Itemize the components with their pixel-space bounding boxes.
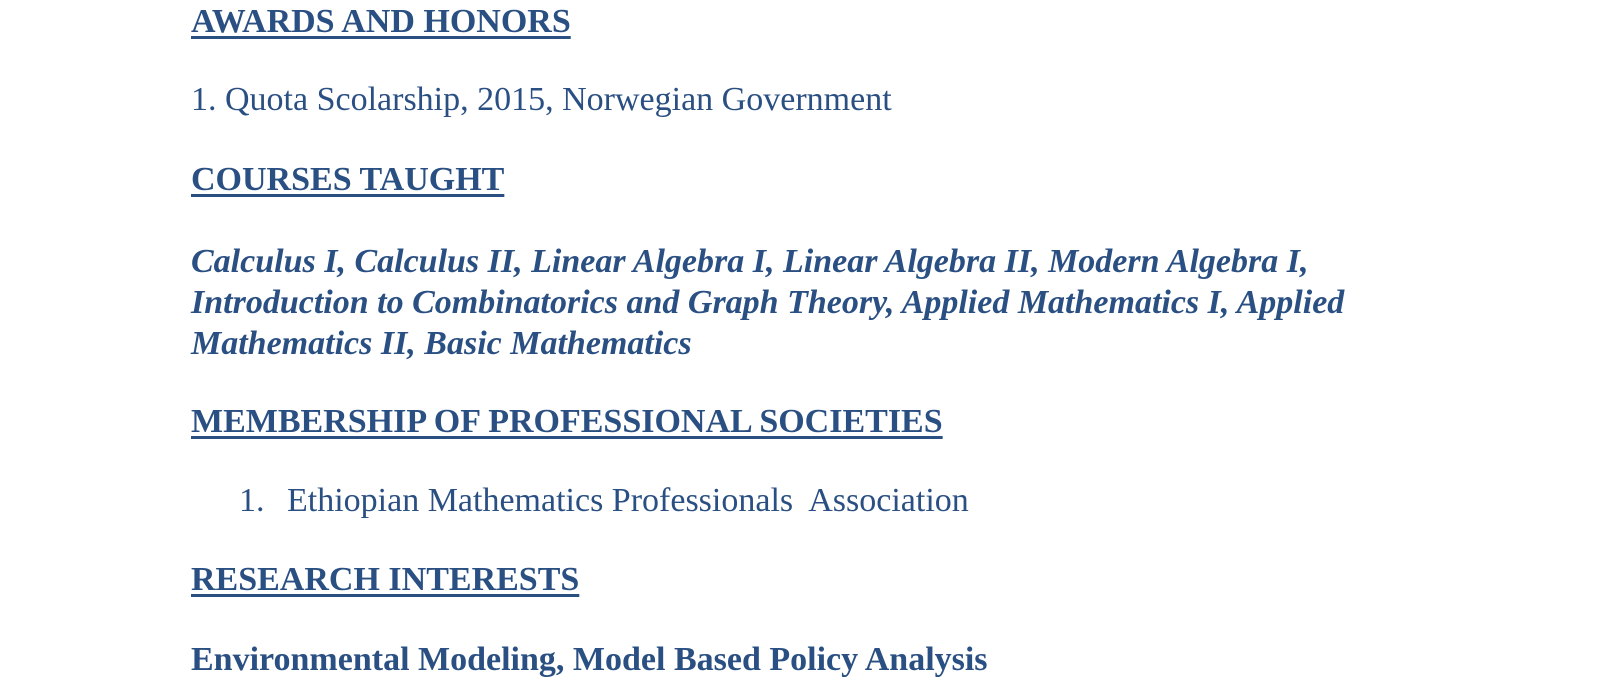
list-item-number: 1. [239, 482, 265, 519]
research-heading: RESEARCH INTERESTS [191, 561, 580, 598]
membership-list [191, 481, 969, 521]
courses-list-text: Calculus I, Calculus II, Linear Algebra I, Linear Algebra II, Modern Algebra I, Introduction to Combinatorics and Graph Theory, Applied Mathematics I, Applied Mathematics II, Basic Mathematics [191, 243, 1345, 362]
membership-heading: MEMBERSHIP OF PROFESSIONAL SOCIETIES [191, 403, 943, 440]
awards-heading: AWARDS AND HONORS [191, 3, 571, 40]
award-item: 1. Quota Scolarship, 2015, Norwegian Government [191, 81, 892, 118]
courses-heading: COURSES TAUGHT [191, 161, 505, 198]
research-interests-text: Environmental Modeling, Model Based Policy Analysis [191, 641, 988, 678]
list-item [191, 481, 969, 521]
list-item-text: Ethiopian Mathematics Professionals Association [287, 482, 969, 519]
